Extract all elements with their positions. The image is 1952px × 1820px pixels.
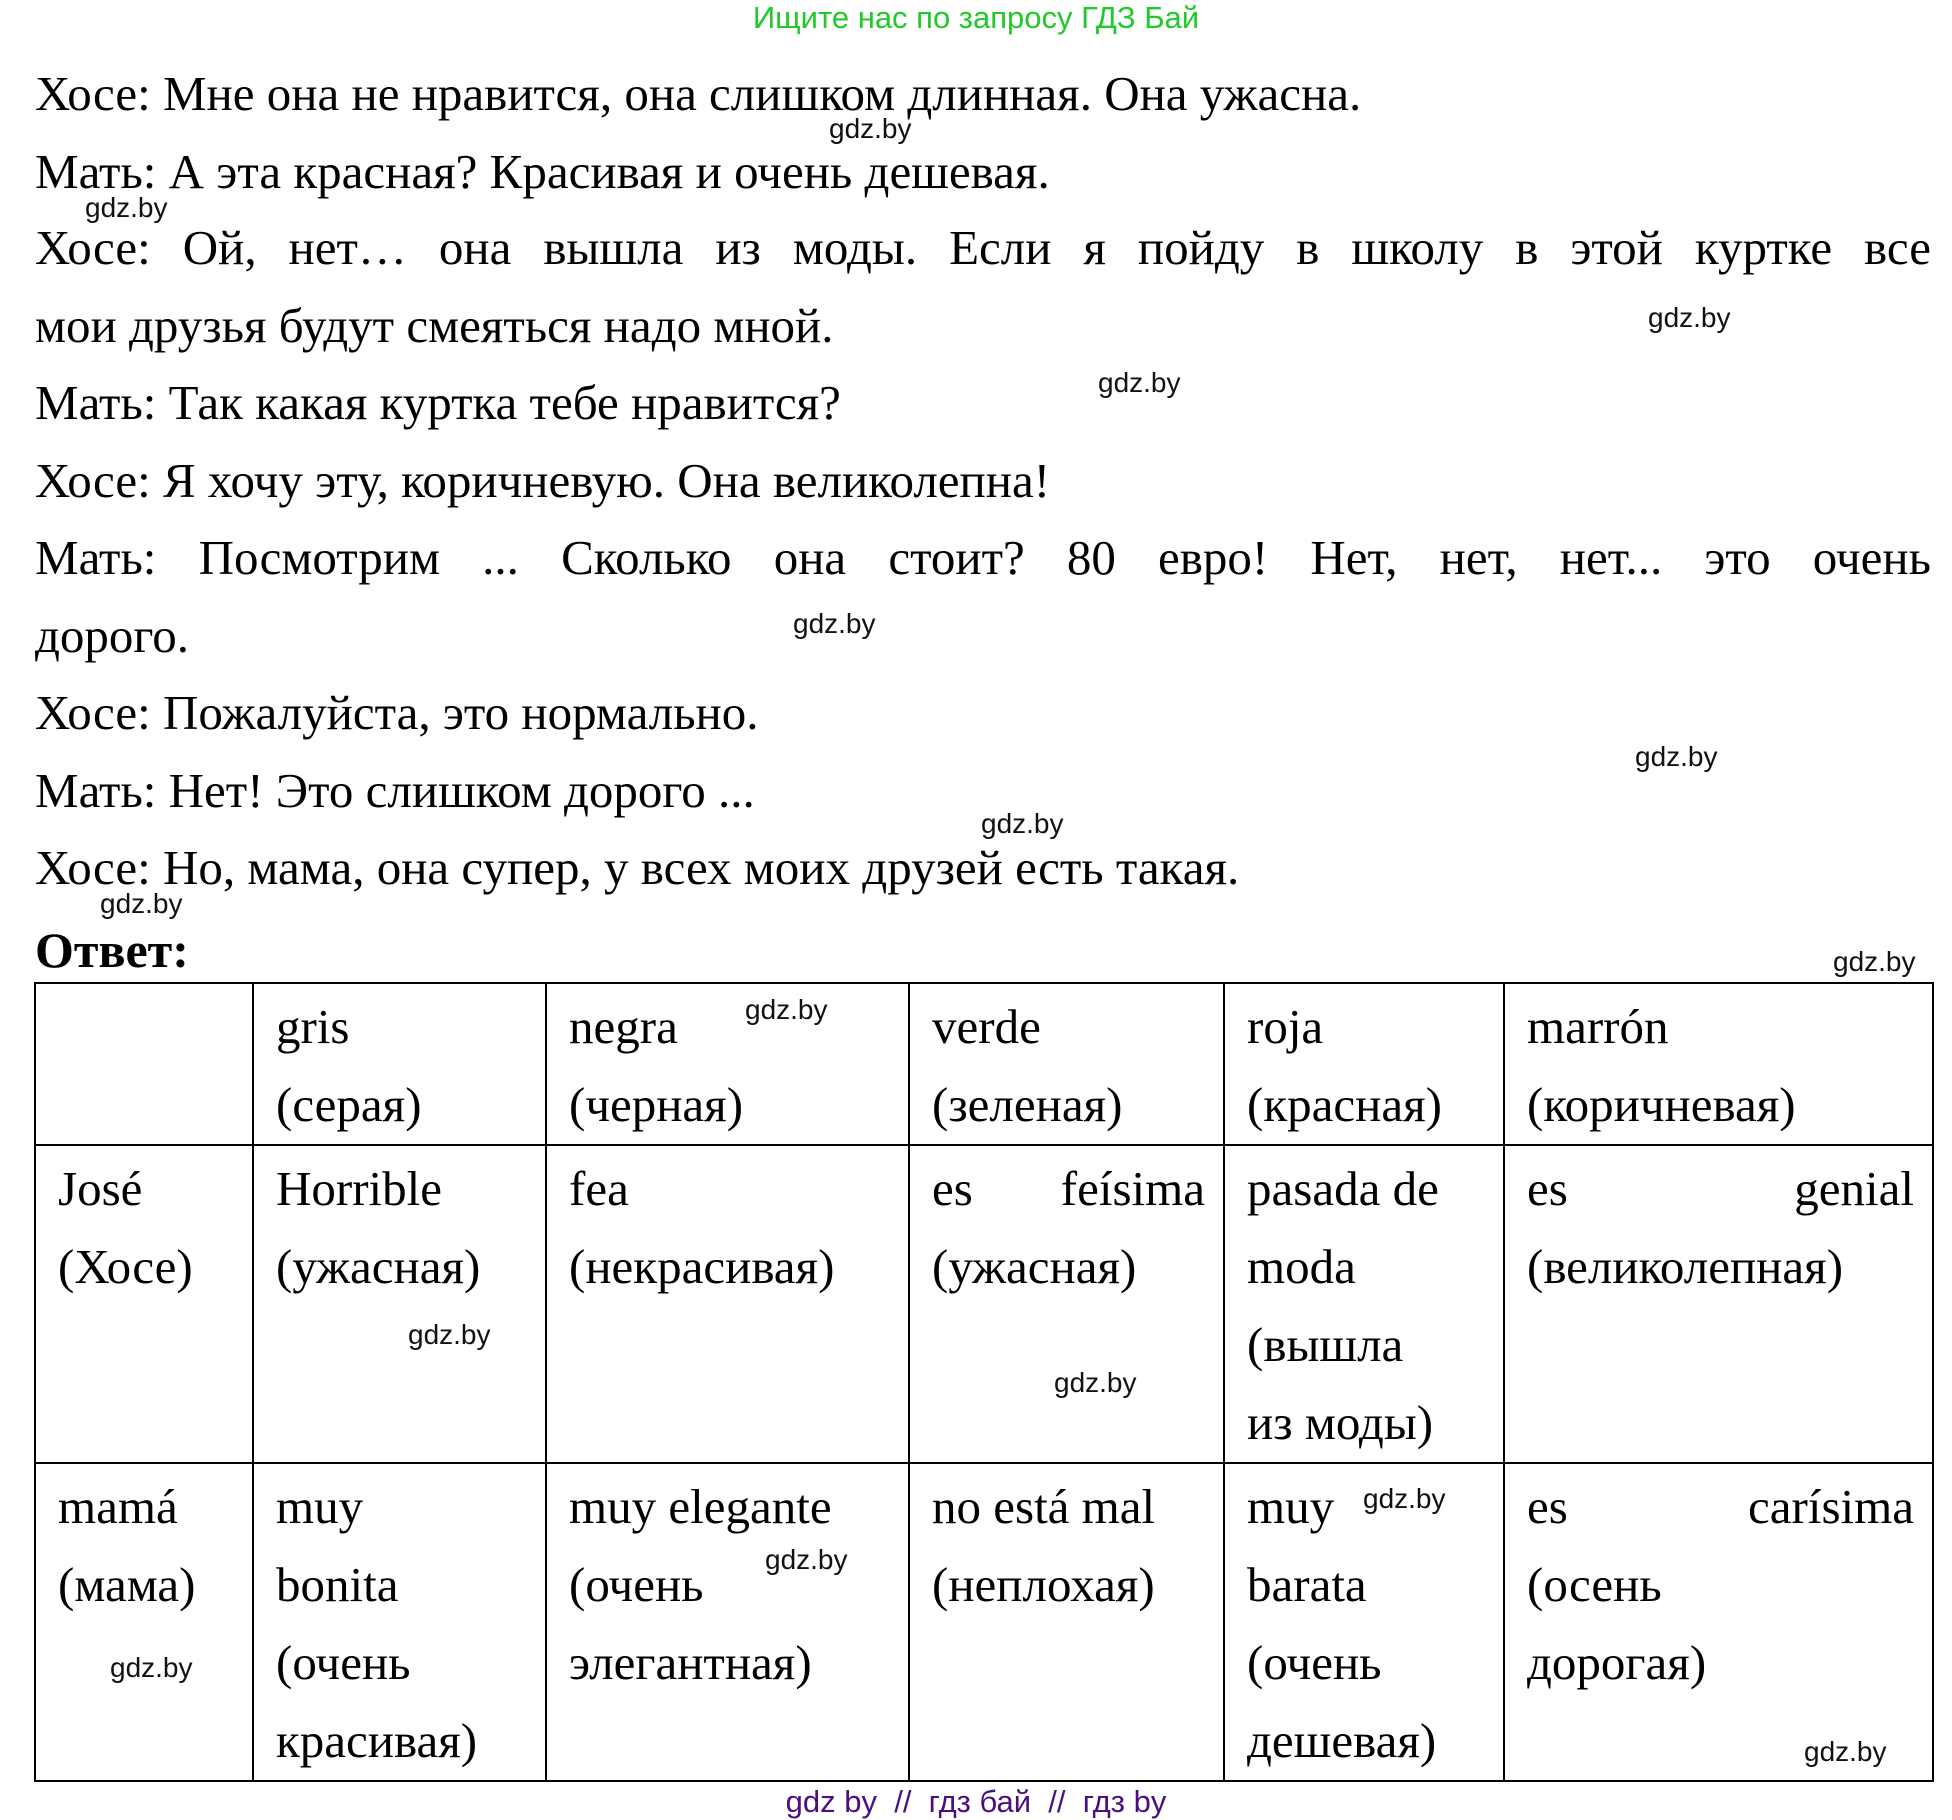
cell-text: muy — [1247, 1479, 1335, 1534]
table-cell — [546, 1145, 909, 1463]
watermark: gdz.by — [1648, 302, 1731, 333]
watermark: gdz.by — [1804, 1736, 1887, 1767]
watermark: gdz.by — [981, 808, 1064, 839]
watermark: gdz.by — [110, 1652, 193, 1683]
cell-text: es carísima — [1527, 1479, 1914, 1534]
watermark: gdz.by — [745, 994, 828, 1025]
cell-text: fea — [569, 1161, 629, 1216]
cell-text: (красная) — [1247, 1077, 1442, 1132]
dialogue-line: Хосе: Но, мама, она супер, у всех моих друзей есть такая. — [35, 840, 1240, 895]
cell-text: José — [58, 1161, 143, 1216]
watermark: gdz.by — [1054, 1367, 1137, 1398]
watermark: gdz.by — [765, 1544, 848, 1575]
table-cell — [35, 983, 253, 1145]
answer-heading: Ответ: — [35, 922, 189, 978]
watermark: gdz.by — [1098, 367, 1181, 398]
cell-text: (очень — [1247, 1635, 1382, 1690]
watermark: gdz.by — [100, 888, 183, 919]
cell-text: (ужасная) — [276, 1239, 481, 1294]
dialogue-line: Хосе: Ой, нет… она вышла из моды. Если я пойду в школу в этой куртке все — [35, 220, 1931, 275]
cell-text: (неплохая) — [932, 1557, 1155, 1612]
table-cell — [1224, 1145, 1504, 1463]
cell-text: es genial — [1527, 1161, 1914, 1216]
cell-text: (коричневая) — [1527, 1077, 1796, 1132]
cell-text: gris — [276, 999, 350, 1054]
cell-text: (зеленая) — [932, 1077, 1123, 1132]
cell-text: (вышла — [1247, 1317, 1404, 1372]
table-cell — [1504, 1463, 1933, 1781]
watermark: gdz.by — [793, 608, 876, 639]
cell-text: из моды) — [1247, 1395, 1434, 1450]
cell-text: verde — [932, 999, 1041, 1054]
table-cell — [909, 1145, 1224, 1463]
cell-text: negra — [569, 999, 678, 1054]
cell-text: элегантная) — [569, 1635, 812, 1690]
table-cell — [909, 983, 1224, 1145]
table-cell — [253, 983, 546, 1145]
cell-text: bonita — [276, 1557, 399, 1612]
cell-text: (черная) — [569, 1077, 744, 1132]
cell-text: (осень — [1527, 1557, 1662, 1612]
cell-text: moda — [1247, 1239, 1356, 1294]
cell-text: es feísima — [932, 1161, 1205, 1216]
cell-text: marrón — [1527, 999, 1669, 1054]
cell-text: (очень — [569, 1557, 704, 1612]
table-row — [35, 1145, 1933, 1463]
answer-table — [34, 982, 1934, 1782]
cell-text: (мама) — [58, 1557, 196, 1612]
dialogue-line: Мать: Так какая куртка тебе нравится? — [35, 375, 841, 430]
cell-text: красивая) — [276, 1713, 478, 1768]
dialogue-line: мои друзья будут смеяться надо мной. — [35, 298, 834, 353]
cell-text: дешевая) — [1247, 1713, 1437, 1768]
cell-text: Horrible — [276, 1161, 442, 1216]
cell-text: (великолепная) — [1527, 1239, 1844, 1294]
cell-text: roja — [1247, 999, 1324, 1054]
table-cell — [909, 1463, 1224, 1781]
table-cell — [35, 1145, 253, 1463]
dialogue-line: Хосе: Пожалуйста, это нормально. — [35, 685, 759, 740]
cell-text: (некрасивая) — [569, 1239, 835, 1294]
watermark: gdz.by — [1363, 1483, 1446, 1514]
table-cell — [546, 983, 909, 1145]
dialogue-line: Хосе: Я хочу эту, коричневую. Она великолепна! — [35, 453, 1051, 508]
cell-text: no está mal — [932, 1479, 1156, 1534]
table-cell — [1504, 1145, 1933, 1463]
cell-text: muy — [276, 1479, 364, 1534]
dialogue-line: Мать: Посмотрим ... Сколько она стоит? 80 евро! Нет, нет, нет... это очень — [35, 530, 1931, 585]
cell-text: (Хосе) — [58, 1239, 193, 1294]
cell-text: (очень — [276, 1635, 411, 1690]
table-cell — [1224, 983, 1504, 1145]
watermark: gdz.by — [85, 192, 168, 223]
watermark: gdz.by — [1635, 741, 1718, 772]
table-cell — [35, 1463, 253, 1781]
cell-text: (серая) — [276, 1077, 422, 1132]
table-row — [35, 983, 1933, 1145]
table-cell — [546, 1463, 909, 1781]
cell-text: muy elegante — [569, 1479, 832, 1534]
watermark: gdz.by — [829, 113, 912, 144]
cell-text: (ужасная) — [932, 1239, 1137, 1294]
table-cell — [253, 1463, 546, 1781]
cell-text: дорогая) — [1527, 1635, 1707, 1690]
dialogue-line: Мать: А эта красная? Красивая и очень дешевая. — [35, 144, 1050, 199]
cell-text: barata — [1247, 1557, 1367, 1612]
footer-links: gdz by // гдз бай // гдз by — [785, 1784, 1167, 1819]
table-row — [35, 1463, 1933, 1781]
watermark: gdz.by — [1833, 946, 1916, 977]
table-cell — [1504, 983, 1933, 1145]
cell-text: pasada de — [1247, 1161, 1439, 1216]
dialogue-line: Мать: Нет! Это слишком дорого ... — [35, 763, 755, 818]
dialogue-line: Хосе: Мне она не нравится, она слишком длинная. Она ужасна. — [35, 66, 1362, 121]
dialogue-line: дорого. — [35, 608, 190, 663]
table-cell — [253, 1145, 546, 1463]
watermark: gdz.by — [408, 1319, 491, 1350]
cell-text: mamá — [58, 1479, 178, 1534]
search-banner: Ищите нас по запросу ГДЗ Бай — [752, 0, 1200, 35]
